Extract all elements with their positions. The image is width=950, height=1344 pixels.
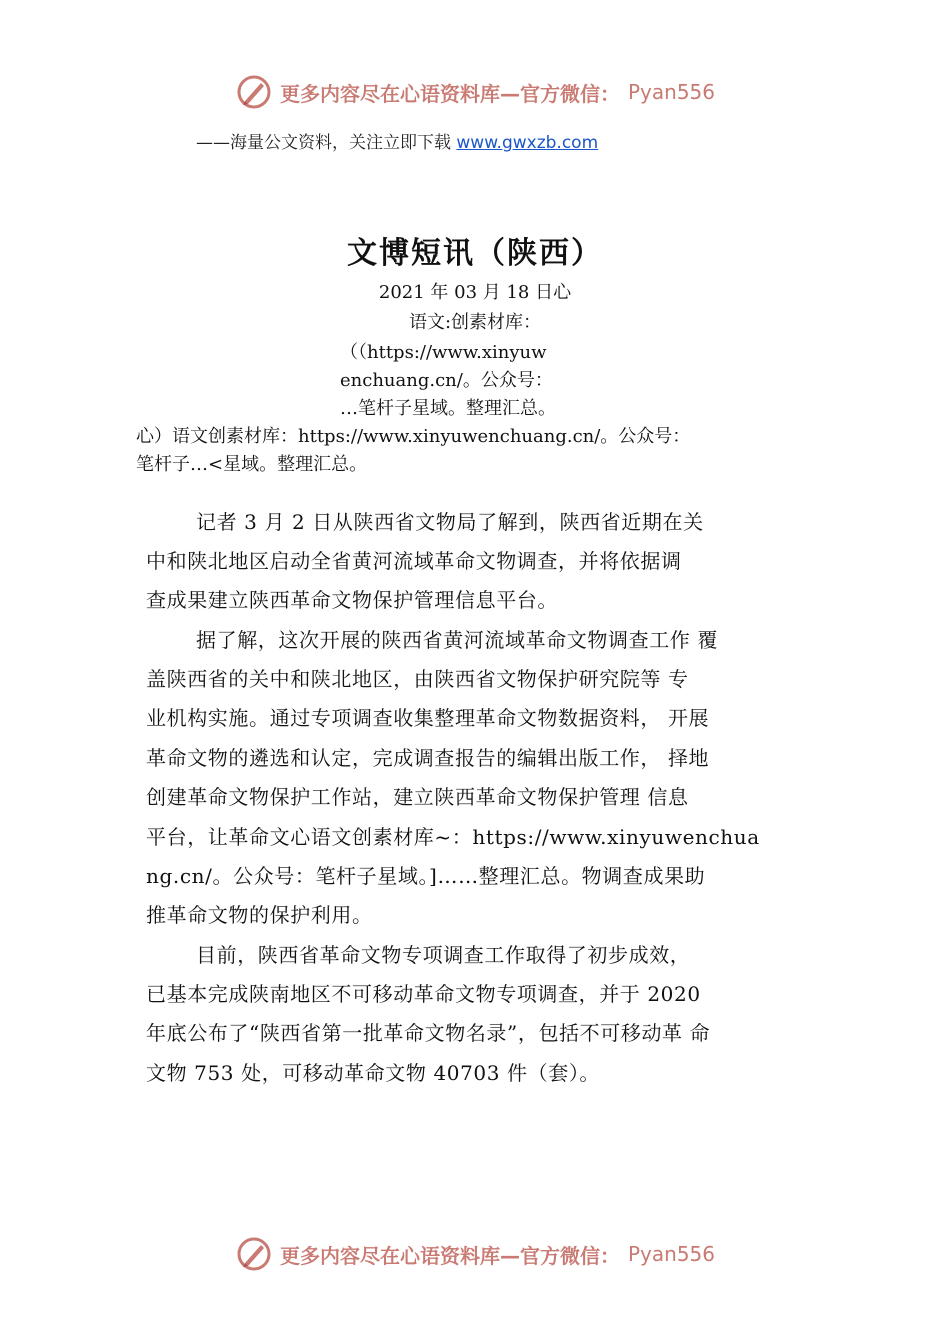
body-line: 记者 3 月 2 日从陕西省文物局了解到，陕西省近期在关	[196, 510, 704, 534]
header-banner	[236, 70, 756, 114]
body-line: 推革命文物的保护利用。	[146, 903, 373, 927]
meta-line-url-1: （（https://www.xinyuw	[340, 342, 547, 363]
banner-text: 更多内容尽在心语资料库—官方微信：	[280, 81, 620, 106]
footer-banner	[236, 1232, 756, 1276]
footer-wechat-id: Pyan556	[628, 1242, 716, 1266]
body-line: 据了解，这次开展的陕西省黄河流域革命文物调查工作 覆	[196, 628, 718, 652]
note-line: 心）语文创素材库：https://www.xinyuwenchuang.cn/。公众号：	[136, 426, 691, 447]
banner-wechat-id: Pyan556	[628, 80, 716, 104]
body-line: 创建革命文物保护工作站，建立陕西革命文物保护管理 信息	[146, 785, 689, 809]
meta-line-url-2: enchuang.cn/。公众号：	[340, 370, 553, 391]
body-line: 目前，陕西省革命文物专项调查工作取得了初步成效，	[196, 943, 691, 967]
gwxzb-link[interactable]: www.gwxzb.com	[456, 133, 599, 153]
meta-line-summary: …笔杆子星域。整理汇总。	[340, 398, 556, 419]
body-line: 业机构实施。通过专项调查收集整理革命文物数据资料， 开展	[146, 706, 710, 730]
body-line: 查成果建立陕西革命文物保护管理信息平台。	[146, 588, 558, 612]
body-line: ng.cn/。公众号：笔杆子星域。]……整理汇总。物调查成果助	[146, 864, 706, 888]
pen-logo-icon	[236, 74, 272, 110]
body-line: 革命文物的遴选和认定，完成调查报告的编辑出版工作， 择地	[146, 746, 710, 770]
footer-banner-text: 更多内容尽在心语资料库—官方微信：	[280, 1243, 620, 1268]
meta-line-date: 2021 年 03 月 18 日心	[378, 282, 572, 303]
body-line: 已基本完成陕南地区不可移动革命文物专项调查，并于 2020	[146, 982, 701, 1006]
page-title: 文博短讯（陕西）	[347, 236, 603, 271]
body-line: 盖陕西省的关中和陕北地区，由陕西省文物保护研究院等 专	[146, 667, 689, 691]
pen-logo-icon	[236, 1236, 272, 1272]
meta-line-source: 语文:创素材库：	[408, 312, 542, 333]
body-line: 文物 753 处，可移动革命文物 40703 件（套）。	[146, 1061, 601, 1085]
sub-line	[196, 128, 598, 153]
sub-line-prefix: ——海量公文资料，关注立即下载	[196, 133, 457, 153]
body-line: 年底公布了“陕西省第一批革命文物名录”，包括不可移动革 命	[146, 1021, 711, 1045]
body-line: 平台，让革命文心语文创素材库~：https://www.xinyuwenchua	[146, 825, 760, 849]
note-line: 笔杆子…<星域。整理汇总。	[136, 454, 368, 475]
body-line: 中和陕北地区启动全省黄河流域革命文物调查，并将依据调	[146, 549, 682, 573]
